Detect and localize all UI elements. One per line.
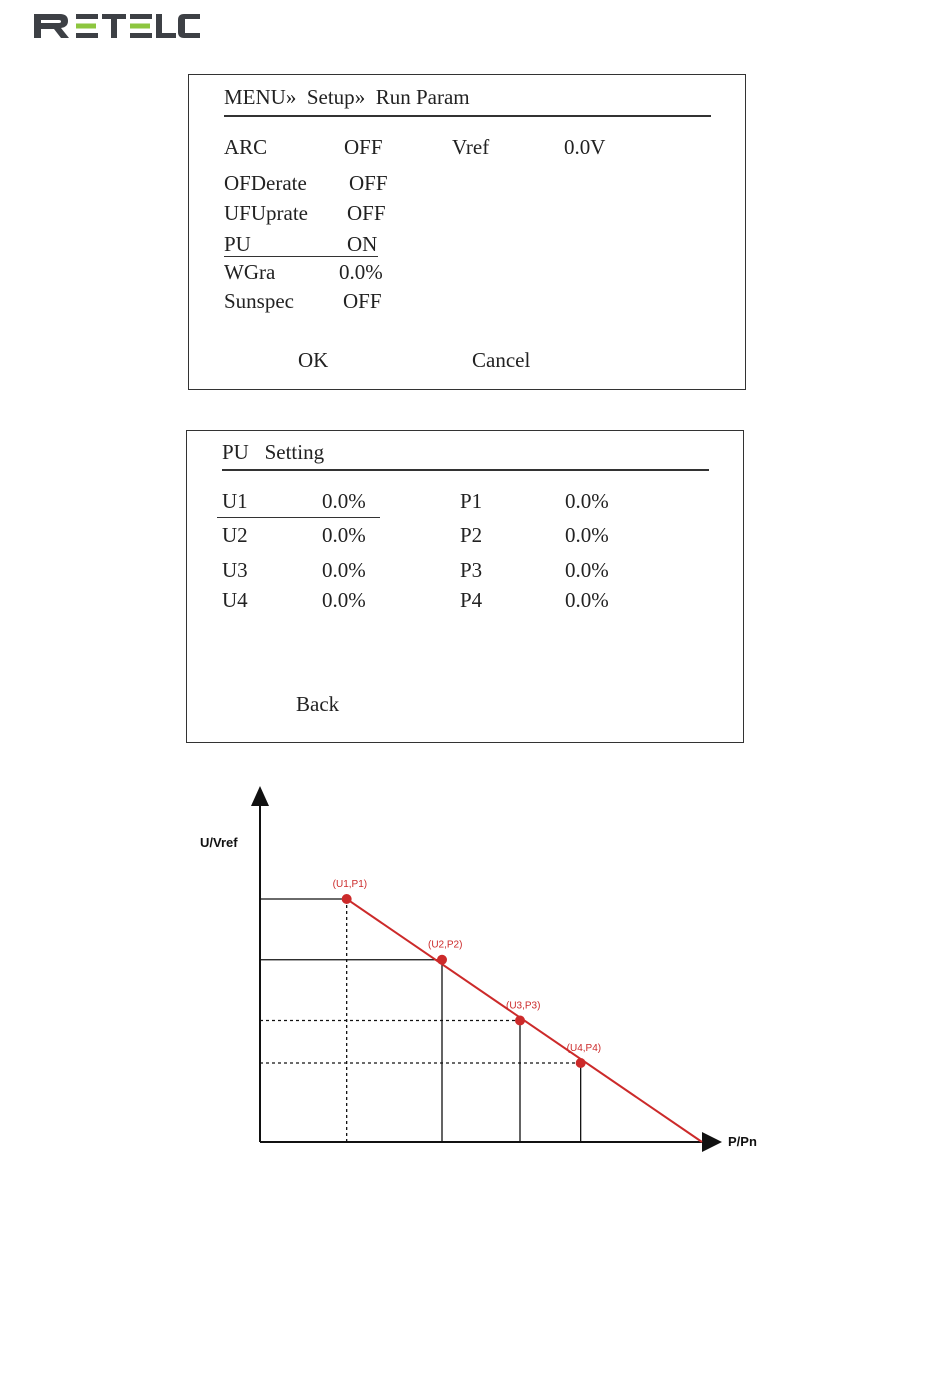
p1-value[interactable]: 0.0% bbox=[565, 489, 609, 513]
breadcrumb bbox=[224, 87, 470, 108]
pu-value[interactable]: ON bbox=[347, 232, 378, 256]
u1-value[interactable]: 0.0% bbox=[322, 489, 366, 513]
point-label: (U2,P2) bbox=[428, 939, 463, 951]
selected-row-underline bbox=[224, 256, 378, 257]
breadcrumb-separator: » bbox=[354, 85, 366, 109]
ufuprate-value[interactable]: OFF bbox=[347, 201, 386, 225]
vref-value[interactable]: 0.0V bbox=[564, 135, 606, 159]
x-axis-arrow-icon bbox=[702, 1132, 722, 1152]
p3-value[interactable]: 0.0% bbox=[565, 558, 609, 582]
back-button[interactable]: Back bbox=[296, 692, 340, 716]
p3-label: P3 bbox=[460, 558, 483, 582]
data-point bbox=[437, 955, 447, 965]
ofderate-value[interactable]: OFF bbox=[349, 171, 388, 195]
sunspec-value[interactable]: OFF bbox=[343, 289, 382, 313]
page-title: PU Setting bbox=[222, 440, 325, 464]
data-point bbox=[515, 1015, 525, 1025]
breadcrumb-separator: » bbox=[285, 85, 297, 109]
u2-label: U2 bbox=[222, 523, 248, 547]
title-divider bbox=[222, 469, 709, 471]
wgra-value[interactable]: 0.0% bbox=[339, 260, 383, 284]
point-label: (U4,P4) bbox=[566, 1043, 602, 1055]
arc-label: ARC bbox=[224, 135, 268, 159]
wgra-label: WGra bbox=[224, 260, 276, 284]
p4-value[interactable]: 0.0% bbox=[565, 588, 609, 612]
data-point bbox=[342, 894, 352, 904]
breadcrumb-setup[interactable]: Setup bbox=[306, 85, 355, 109]
pu-curve-chart bbox=[190, 770, 790, 1170]
ofderate-label: OFDerate bbox=[224, 171, 307, 195]
ok-button[interactable]: OK bbox=[298, 348, 329, 372]
x-axis-label: P/Pn bbox=[728, 1134, 757, 1149]
selected-row-underline bbox=[217, 517, 380, 518]
run-param-screen bbox=[188, 74, 746, 390]
pu-label: PU bbox=[224, 232, 251, 256]
arc-value[interactable]: OFF bbox=[344, 135, 383, 159]
p4-label: P4 bbox=[460, 588, 483, 612]
cancel-button[interactable]: Cancel bbox=[472, 348, 531, 372]
p1-label: P1 bbox=[460, 489, 483, 513]
p2-label: P2 bbox=[460, 523, 483, 547]
u1-label: U1 bbox=[222, 489, 248, 513]
y-axis-label: U/Vref bbox=[200, 835, 238, 850]
point-label: (U3,P3) bbox=[506, 1000, 541, 1012]
ufuprate-label: UFUprate bbox=[224, 201, 308, 225]
vref-label: Vref bbox=[452, 135, 490, 159]
u4-label: U4 bbox=[222, 588, 248, 612]
data-point bbox=[576, 1058, 586, 1068]
breadcrumb-page: Run Param bbox=[375, 85, 470, 109]
breadcrumb-menu[interactable]: MENU bbox=[224, 85, 286, 109]
u3-value[interactable]: 0.0% bbox=[322, 558, 366, 582]
title-divider bbox=[224, 115, 711, 117]
retelec-logo bbox=[32, 10, 202, 44]
p2-value[interactable]: 0.0% bbox=[565, 523, 609, 547]
point-label: (U1,P1) bbox=[332, 878, 368, 890]
u3-label: U3 bbox=[222, 558, 248, 582]
pu-setting-screen bbox=[186, 430, 744, 743]
y-axis-arrow-icon bbox=[251, 786, 269, 806]
u2-value[interactable]: 0.0% bbox=[322, 523, 366, 547]
sunspec-label: Sunspec bbox=[224, 289, 294, 313]
u4-value[interactable]: 0.0% bbox=[322, 588, 366, 612]
